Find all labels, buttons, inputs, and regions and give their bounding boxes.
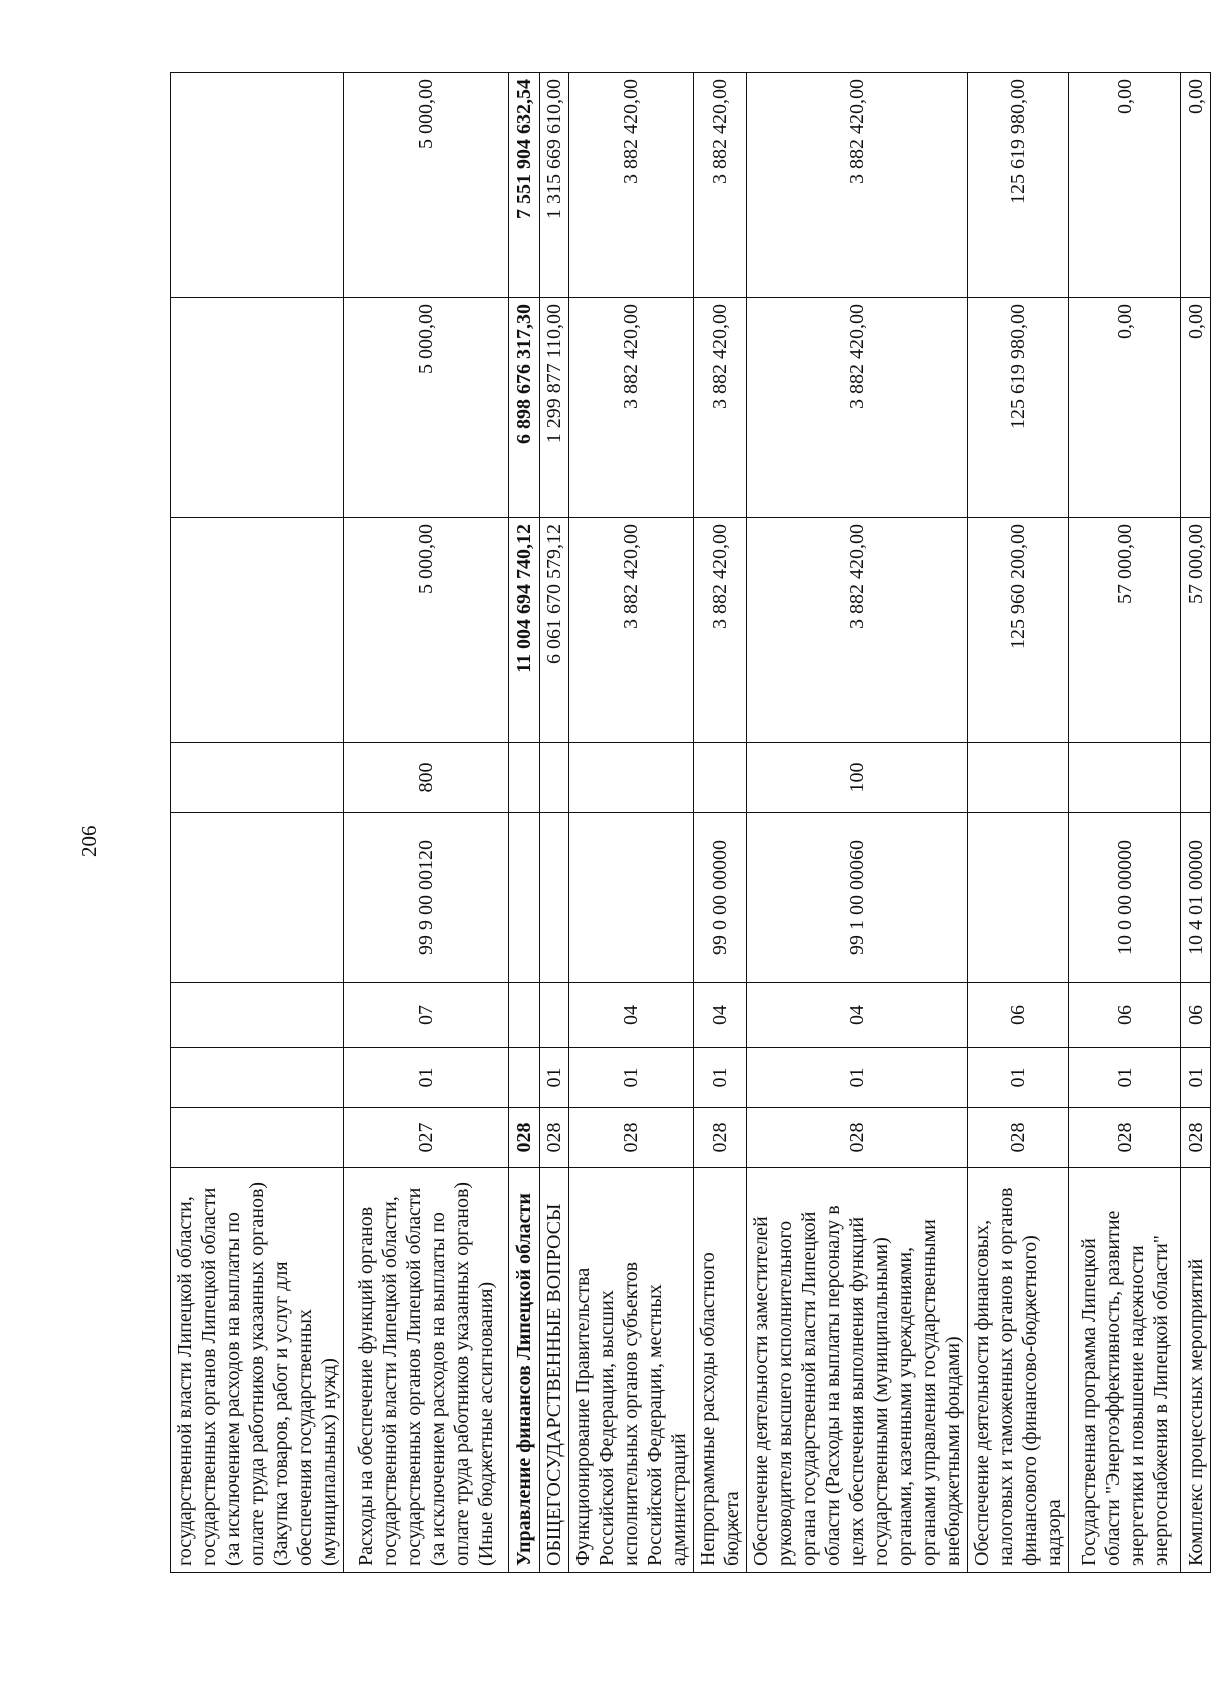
csr-cell: 10 0 00 00000 (1069, 813, 1181, 983)
name-cell: ОБЩЕГОСУДАРСТВЕННЫЕ ВОПРОСЫ (540, 1168, 569, 1573)
csr-cell (509, 813, 540, 983)
vr-cell (509, 743, 540, 813)
amount-year2-cell (171, 298, 344, 518)
ved-cell: 028 (1069, 1108, 1181, 1168)
table-row (540, 73, 569, 1573)
amount-year2-cell: 3 882 420,00 (694, 298, 747, 518)
table-row (569, 73, 694, 1573)
name-cell: Комплекс процессных мероприятий (1181, 1168, 1211, 1573)
ved-cell: 028 (968, 1108, 1069, 1168)
rz-cell: 01 (747, 1048, 968, 1108)
amount-year3-cell (171, 73, 344, 298)
amount-year3-cell: 7 551 904 632,54 (509, 73, 540, 298)
ved-cell: 028 (694, 1108, 747, 1168)
vr-cell: 800 (344, 743, 509, 813)
amount-year3-cell: 3 882 420,00 (569, 73, 694, 298)
table-row (509, 73, 540, 1573)
amount-year2-cell: 3 882 420,00 (569, 298, 694, 518)
name-cell: Функционирование Правительства Российской Федерации, высших исполнительных органов субъектов Российской Федерации, местных администраций (569, 1168, 694, 1573)
csr-cell: 99 0 00 00000 (694, 813, 747, 983)
ved-cell: 028 (509, 1108, 540, 1168)
amount-year3-cell: 3 882 420,00 (694, 73, 747, 298)
pr-cell: 06 (1069, 983, 1181, 1048)
pr-cell (509, 983, 540, 1048)
amount-year1-cell: 57 000,00 (1181, 518, 1211, 743)
vr-cell: 100 (747, 743, 968, 813)
name-cell: Управление финансов Липецкой области (509, 1168, 540, 1573)
amount-year1-cell (171, 518, 344, 743)
pr-cell: 04 (747, 983, 968, 1048)
rz-cell: 01 (968, 1048, 1069, 1108)
pr-cell: 04 (694, 983, 747, 1048)
ved-cell (171, 1108, 344, 1168)
amount-year2-cell: 0,00 (1181, 298, 1211, 518)
vr-cell (171, 743, 344, 813)
pr-cell: 04 (569, 983, 694, 1048)
amount-year2-cell: 125 619 980,00 (968, 298, 1069, 518)
rz-cell: 01 (540, 1048, 569, 1108)
amount-year3-cell: 3 882 420,00 (747, 73, 968, 298)
table-row (171, 73, 344, 1573)
amount-year2-cell: 0,00 (1069, 298, 1181, 518)
amount-year1-cell: 3 882 420,00 (747, 518, 968, 743)
ved-cell: 028 (569, 1108, 694, 1168)
rz-cell: 01 (1069, 1048, 1181, 1108)
vr-cell (540, 743, 569, 813)
amount-year3-cell: 5 000,00 (344, 73, 509, 298)
name-cell: государственной власти Липецкой области, государственных органов Липецкой области (за исключением расходов на выплаты по оплате труда работников указанных органов) (Закупка товаров, работ и услуг для обеспечения государственных (муниципальных) нужд) (171, 1168, 344, 1573)
amount-year1-cell: 3 882 420,00 (694, 518, 747, 743)
page-number: 206 (77, 825, 101, 857)
csr-cell (968, 813, 1069, 983)
amount-year2-cell: 1 299 877 110,00 (540, 298, 569, 518)
budget-table-rotated (170, 73, 1207, 1573)
vr-cell (968, 743, 1069, 813)
table-row (1069, 73, 1181, 1573)
rz-cell: 01 (694, 1048, 747, 1108)
amount-year2-cell: 6 898 676 317,30 (509, 298, 540, 518)
amount-year3-cell: 0,00 (1181, 73, 1211, 298)
name-cell: Расходы на обеспечение функций органов государственной власти Липецкой области, государственных органов Липецкой области (за исключением расходов на выплаты по оплате труда работников указанных органов) (Иные бюджетные ассигнования) (344, 1168, 509, 1573)
amount-year2-cell: 5 000,00 (344, 298, 509, 518)
table-row (694, 73, 747, 1573)
name-cell: Государственная программа Липецкой области "Энергоэффективность, развитие энергетики и повышение надежности энергоснабжения в Липецкой области" (1069, 1168, 1181, 1573)
name-cell: Непрограммные расходы областного бюджета (694, 1168, 747, 1573)
csr-cell (540, 813, 569, 983)
pr-cell: 07 (344, 983, 509, 1048)
budget-table (170, 72, 1211, 1573)
pr-cell: 06 (1181, 983, 1211, 1048)
table-row (344, 73, 509, 1573)
rz-cell: 01 (569, 1048, 694, 1108)
csr-cell (171, 813, 344, 983)
csr-cell (569, 813, 694, 983)
ved-cell: 028 (540, 1108, 569, 1168)
vr-cell (1181, 743, 1211, 813)
amount-year1-cell: 11 004 694 740,12 (509, 518, 540, 743)
table-row (968, 73, 1069, 1573)
amount-year1-cell: 125 960 200,00 (968, 518, 1069, 743)
table-row (1181, 73, 1211, 1573)
ved-cell: 027 (344, 1108, 509, 1168)
rz-cell: 01 (1181, 1048, 1211, 1108)
vr-cell (694, 743, 747, 813)
name-cell: Обеспечение деятельности финансовых, налоговых и таможенных органов и органов финансового (финансово-бюджетного) надзора (968, 1168, 1069, 1573)
amount-year1-cell: 57 000,00 (1069, 518, 1181, 743)
amount-year3-cell: 125 619 980,00 (968, 73, 1069, 298)
name-cell: Обеспечение деятельности заместителей руководителя высшего исполнительного органа государственной власти Липецкой области (Расходы на выплаты персоналу в целях обеспечения выполнения функций государственными (муниципальными) органами, казенными учреждениями, органами управления государственными внебюджетными фондами) (747, 1168, 968, 1573)
rz-cell (171, 1048, 344, 1108)
table-row (747, 73, 968, 1573)
amount-year3-cell: 0,00 (1069, 73, 1181, 298)
vr-cell (1069, 743, 1181, 813)
amount-year1-cell: 3 882 420,00 (569, 518, 694, 743)
ved-cell: 028 (1181, 1108, 1211, 1168)
pr-cell: 06 (968, 983, 1069, 1048)
ved-cell: 028 (747, 1108, 968, 1168)
rz-cell: 01 (344, 1048, 509, 1108)
table-body (171, 73, 1211, 1573)
amount-year3-cell: 1 315 669 610,00 (540, 73, 569, 298)
amount-year1-cell: 5 000,00 (344, 518, 509, 743)
rz-cell (509, 1048, 540, 1108)
amount-year1-cell: 6 061 670 579,12 (540, 518, 569, 743)
budget-table-frame (170, 73, 1207, 1573)
vr-cell (569, 743, 694, 813)
pr-cell (540, 983, 569, 1048)
csr-cell: 99 1 00 00060 (747, 813, 968, 983)
pr-cell (171, 983, 344, 1048)
csr-cell: 10 4 01 00000 (1181, 813, 1211, 983)
amount-year2-cell: 3 882 420,00 (747, 298, 968, 518)
csr-cell: 99 9 00 00120 (344, 813, 509, 983)
